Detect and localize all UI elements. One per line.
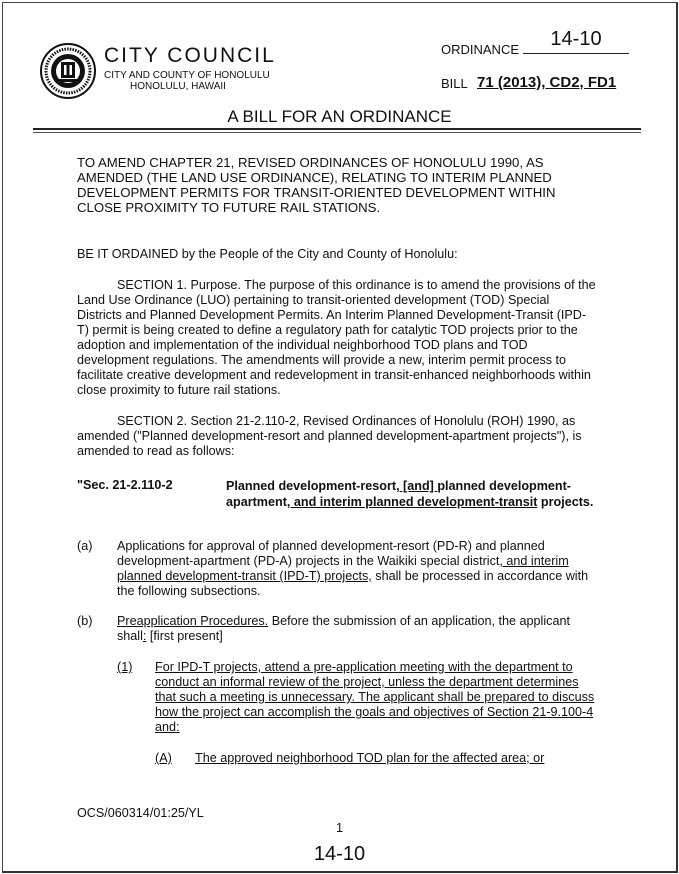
- item-1-text: For IPD-T projects, attend a pre-application meeting with the department to conduct an informal review of the project, unless the department determines that such a meeting is unnecessary. The applicant shall be prepared to discuss how the project can accomplish the goals and objectives of Section 21-9.100-4 and:: [155, 660, 595, 734]
- section-2: [77, 414, 597, 459]
- para-b-part: Before the submission of an application, the applicant shall: [117, 614, 570, 643]
- ordinance-number: 14-10: [523, 28, 629, 54]
- section-heading-inserted: , and interim planned development-transit: [286, 495, 538, 509]
- para-b-heading: Preapplication Procedures.: [117, 614, 269, 628]
- para-a-part: Applications for approval of planned development-resort (PD-R) and planned development-apartment (PD-A) projects in the Waikiki special district: [117, 539, 545, 568]
- para-b-deleted: [first present]: [146, 629, 223, 643]
- item-a-text: The approved neighborhood TOD plan for the affected area; or: [195, 751, 545, 765]
- council-name: CITY COUNCIL: [104, 44, 276, 67]
- document-code: OCS/060314/01:25/YL: [77, 806, 204, 820]
- ordinance-stamp: 14-10: [313, 843, 366, 865]
- bill-number: 71 (2013), CD2, FD1: [477, 74, 617, 91]
- bill-caption: TO AMEND CHAPTER 21, REVISED ORDINANCES OF HONOLULU 1990, AS AMENDED (THE LAND USE ORDINANCE), RELATING TO INTERIM PLANNED DEVELOPMENT PERMITS FOR TRANSIT-ORIENTED DEVELOPMENT WITHIN CLOSE PROXIMITY TO FUTURE RAIL STATIONS.: [77, 155, 556, 215]
- section-1-text: SECTION 1. Purpose. The purpose of this ordinance is to amend the provisions of the Land Use Ordinance (LUO) pertaining to transit-oriented development (TOD) Special Districts and Planned Development Permits. An Interim Planned Development-Transit (IPD-T) permit is being created to define a regulatory path for catalytic TOD projects prior to the adoption and implementation of the individual neighborhood TOD plans and TOD development regulations. The amendments will provide a new, interim permit process to facilitate creative development and redevelopment in transit-enhanced neighborhoods within close proximity to future rail stations.: [77, 278, 596, 397]
- title-rule: [33, 128, 641, 130]
- document-title: A BILL FOR AN ORDINANCE: [227, 107, 452, 126]
- city-seal-icon: [40, 43, 96, 99]
- section-heading-part: , [and]: [396, 479, 438, 493]
- section-heading-part: Planned development-resort: [226, 479, 397, 493]
- enacting-clause: BE IT ORDAINED by the People of the City and County of Honolulu:: [77, 247, 458, 261]
- para-a-part: shall be processed in accordance with the following subsections.: [117, 569, 589, 598]
- section-heading: [226, 478, 606, 510]
- para-a-inserted: , and interim planned development-transit (IPD-T) projects,: [117, 554, 569, 583]
- section-1: [77, 278, 597, 398]
- section-heading-part: projects.: [537, 495, 594, 509]
- para-a-label: (a): [77, 539, 93, 553]
- section-2-text: SECTION 2. Section 21-2.110-2, Revised Ordinances of Honolulu (ROH) 1990, as amended ("Planned development-resort and planned development-apartment projects"), is amended to read as follows:: [77, 414, 582, 458]
- para-b-label: (b): [77, 614, 93, 628]
- item-a-label: (A): [155, 751, 172, 765]
- para-a-text: [117, 539, 597, 599]
- section-reference: "Sec. 21-2.110-2: [77, 478, 173, 492]
- item-1-label: (1): [117, 660, 133, 674]
- city-name: HONOLULU, HAWAII: [130, 81, 226, 92]
- section-heading-part: planned development-apartment: [226, 479, 571, 509]
- bill-label: BILL: [441, 76, 468, 91]
- para-b-inserted: :: [142, 629, 147, 643]
- para-b-text: [117, 614, 597, 644]
- title-rule-thin: [33, 132, 641, 133]
- county-name: CITY AND COUNTY OF HONOLULU: [104, 70, 270, 81]
- ordinance-label: ORDINANCE: [441, 42, 520, 57]
- page-number: 1: [335, 821, 343, 835]
